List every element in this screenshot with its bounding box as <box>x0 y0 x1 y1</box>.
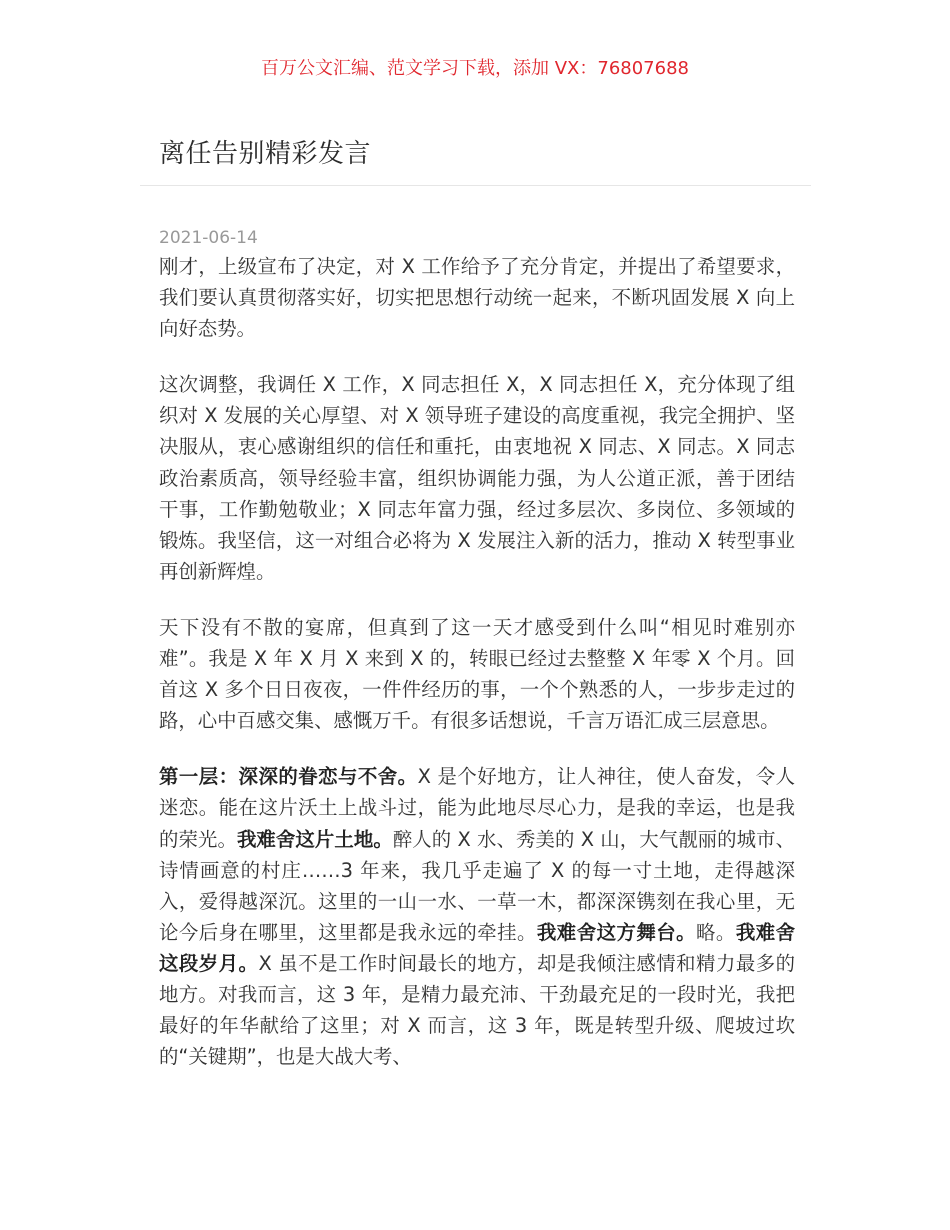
paragraph: 这次调整，我调任 X 工作，X 同志担任 X，X 同志担任 X，充分体现了组织对 X 发展的关心厚望、对 X 领导班子建设的高度重视，我完全拥护、坚决服从，衷心感谢组织的信任和重托，由衷地祝 X 同志、X 同志。X 同志政治素质高，领导经验丰富，组织协调能力强，为人公道正派，善于团结干事，工作勤勉敬业；X 同志年富力强，经过多层次、多岗位、多领域的锻炼。我坚信，这一对组合必将为 X 发展注入新的活力，推动 X 转型事业再创新辉煌。 <box>159 373 795 583</box>
bold-phrase: 我难舍这段岁月。 <box>159 920 795 975</box>
article-title: 离任告别精彩发言 <box>159 139 372 169</box>
paragraph-text: X 是个好地方，让人神往，使人奋发，令人迷恋。能在这片沃土上战斗过，能为此地尽尽心力，是我的幸运，也是我的荣光。 <box>159 765 796 851</box>
paragraph-text: X 虽不是工作时间最长的地方，却是我倾注感情和精力最多的地方。对我而言，这 3 年，是精力最充沛、干劲最充足的一段时光，我把最好的年华献给了这里；对 X 而言，这 3 年，既是转型升级、爬坡过坎的“关键期”，也是大战大考、 <box>159 951 796 1069</box>
article-body <box>159 251 795 1097</box>
header-banner: 百万公文汇编、范文学习下载，添加 VX：76807688 <box>261 58 689 79</box>
bold-phrase: 我难舍这方舞台。 <box>536 920 697 944</box>
bold-phrase: 我难舍这片土地。 <box>236 827 393 851</box>
paragraph <box>159 761 795 1072</box>
bold-heading: 第一层：深深的眷恋与不舍。 <box>159 765 418 789</box>
paragraph: 天下没有不散的宴席，但真到了这一天才感受到什么叫“相见时难别亦难”。我是 X 年 X 月 X 来到 X 的，转眼已经过去整整 X 年零 X 个月。回首这 X 多个日日夜夜，一件件经历的事，一个个熟悉的人，一步步走过的路，心中百感交集、感慨万千。有很多话想说，千言万语汇成三层意思。 <box>159 615 795 733</box>
paragraph: 刚才，上级宣布了决定，对 X 工作给予了充分肯定，并提出了希望要求，我们要认真贯彻落实好，切实把思想行动统一起来，不断巩固发展 X 向上向好态势。 <box>159 255 795 341</box>
paragraph-text: 略。 <box>696 920 736 944</box>
title-divider <box>140 185 811 186</box>
publish-date: 2021-06-14 <box>159 228 258 248</box>
paragraph-text: 醉人的 X 水、秀美的 X 山，大气靓丽的城市、诗情画意的村庄……3 年来，我几乎走遍了 X 的每一寸土地，走得越深入，爱得越深沉。这里的一山一水、一草一木，都深深镌刻在我心里，无论今后身在哪里，这里都是我永远的牵挂。 <box>159 827 796 944</box>
